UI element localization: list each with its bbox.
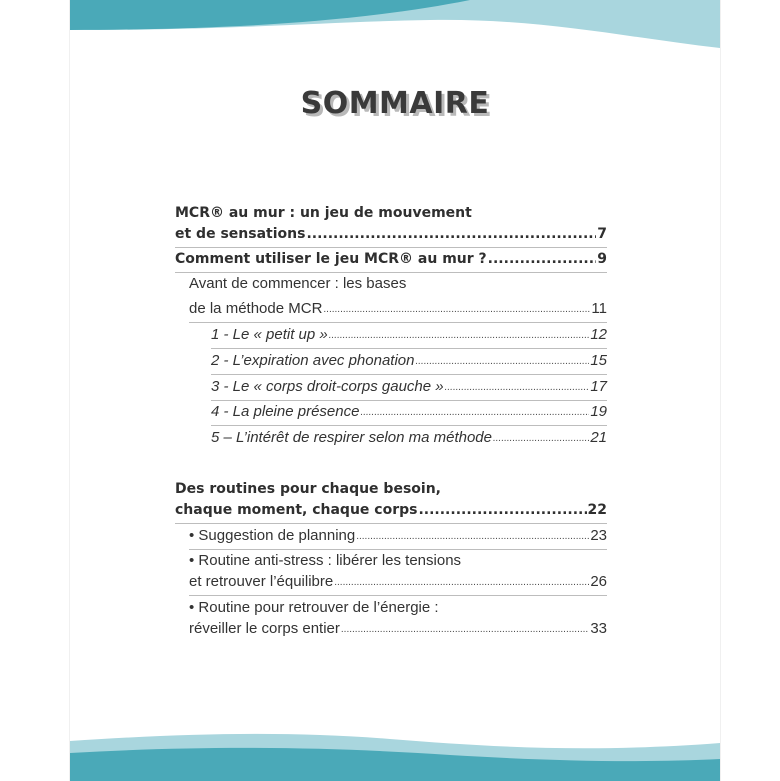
toc-entry-text: 3 - Le « corps droit-corps gauche » — [211, 378, 444, 395]
toc-entry-text: Comment utiliser le jeu MCR® au mur ? — [175, 251, 487, 267]
page-number: 21 — [590, 429, 607, 446]
leader-dots — [356, 527, 589, 547]
toc-entry-7[interactable] — [211, 401, 607, 423]
page-number: 22 — [587, 502, 607, 518]
toc-entry-6[interactable] — [211, 376, 607, 398]
divider — [211, 348, 607, 349]
toc-entry-text: de la méthode MCR — [189, 300, 323, 317]
toc-entry-text: et retrouver l’équilibre — [189, 573, 334, 590]
toc-entry-1-line1[interactable] — [175, 202, 607, 224]
leader-dots — [334, 573, 589, 593]
toc-entry-8[interactable] — [211, 427, 607, 449]
leader-dots — [341, 620, 589, 640]
toc-entry-9-line2[interactable] — [175, 499, 607, 521]
page-number: 7 — [597, 226, 607, 242]
toc-entry-text: chaque moment, chaque corps — [175, 502, 418, 518]
toc-entry-9-line1[interactable] — [175, 478, 607, 500]
leader-dots — [360, 403, 589, 423]
toc-entry-text: • Routine pour retrouver de l’énergie : — [189, 599, 439, 616]
toc-entry-4[interactable] — [211, 324, 607, 346]
page-title: SOMMAIRE — [300, 86, 490, 121]
divider — [211, 374, 607, 375]
toc-entry-text: 4 - La pleine présence — [211, 403, 360, 420]
leader-dots — [418, 499, 586, 521]
toc-entry-text: réveiller le corps entier — [189, 620, 340, 637]
toc-entry-11-line2[interactable] — [189, 571, 607, 593]
leader-dots — [306, 223, 596, 245]
toc-entry-3-line2[interactable] — [189, 298, 607, 320]
page-number: 17 — [590, 378, 607, 395]
leader-dots — [415, 352, 589, 372]
toc-entry-1-line2[interactable] — [175, 223, 607, 245]
toc-entry-text: MCR® au mur : un jeu de mouvement — [175, 205, 472, 221]
leader-dots — [329, 326, 590, 346]
toc-entry-text: 1 - Le « petit up » — [211, 326, 328, 343]
toc-entry-12-line2[interactable] — [189, 618, 607, 640]
divider — [189, 322, 607, 323]
page-number: 11 — [591, 300, 607, 317]
toc-entry-12-line1[interactable] — [189, 597, 607, 619]
leader-dots — [323, 300, 590, 320]
toc-entry-5[interactable] — [211, 350, 607, 372]
toc-entry-text: • Suggestion de planning — [189, 527, 356, 544]
toc-entry-text: • Routine anti-stress : libérer les tensions — [189, 552, 462, 569]
toc-entry-2[interactable] — [175, 248, 607, 270]
divider — [175, 523, 607, 524]
bottom-wave-decoration — [70, 731, 720, 781]
divider — [189, 595, 607, 596]
leader-dots — [445, 378, 590, 398]
page-number: 9 — [597, 251, 607, 267]
page-number: 15 — [590, 352, 607, 369]
page-number: 19 — [590, 403, 607, 420]
page-number: 12 — [590, 326, 607, 343]
page-number: 23 — [590, 527, 607, 544]
page-number: 26 — [590, 573, 607, 590]
book-page — [70, 0, 720, 781]
leader-dots — [488, 248, 597, 270]
leader-dots — [493, 429, 589, 449]
toc-entry-3-line1[interactable] — [189, 273, 607, 295]
toc-entry-10[interactable] — [189, 525, 607, 547]
divider — [211, 425, 607, 426]
page-number: 33 — [590, 620, 607, 637]
toc-entry-text: Des routines pour chaque besoin, — [175, 481, 441, 497]
toc-entry-text: 2 - L’expiration avec phonation — [211, 352, 415, 369]
toc-entry-text: et de sensations — [175, 226, 306, 242]
toc-entry-text: Avant de commencer : les bases — [189, 275, 407, 292]
toc-entry-text: 5 – L’intérêt de respirer selon ma méthode — [211, 429, 492, 446]
top-wave-decoration — [70, 0, 720, 50]
toc-entry-11-line1[interactable] — [189, 550, 607, 572]
